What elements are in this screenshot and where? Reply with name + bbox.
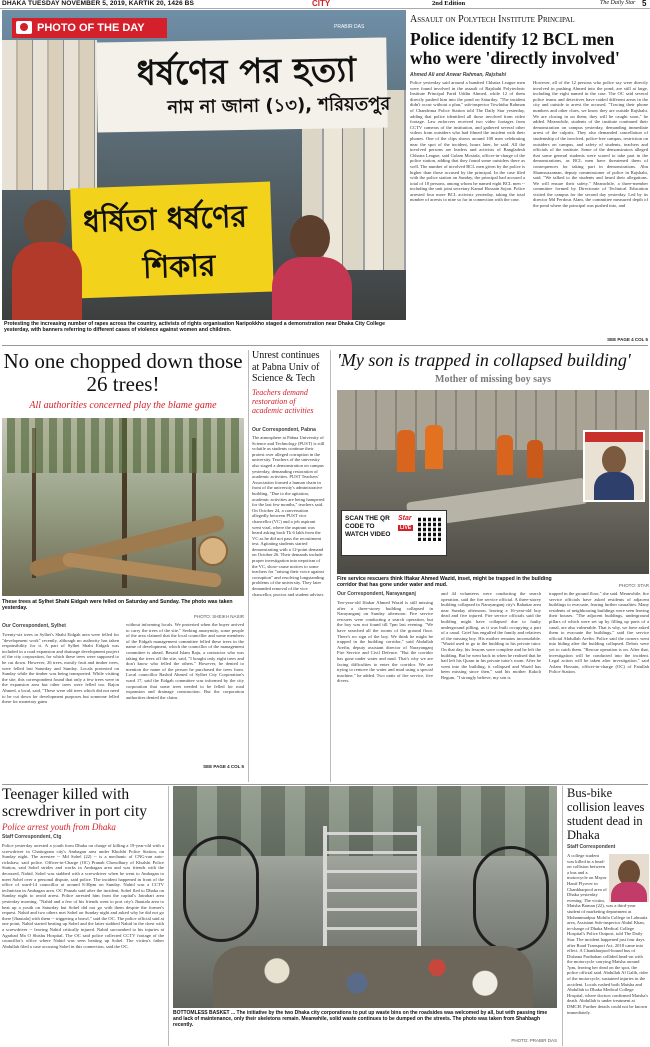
yellow-banner-line1: ধর্ষিতা ধর্ষণের bbox=[82, 199, 248, 241]
pabna-text: The atmosphere at Pabna University of Science and Technology (PUST) is still volatile as students continue their protest over alleged corruption in the university. Teachers of the university also staged a demonstration on campus yesterday, demanding restoration of academic activities. PUST Teachers' Association formed a human chain in front of the university's administrative building. "Due to the agitation, academic activities are being hampered for the last few months," teachers said. On October 24, a conversation allegedly between PUST vice chancellor (VC) and a job aspirant went viral, where the aspirant was heard asking back Tk 6 lakh from the VC as he did not pass the recruitment test. Agitating students started demonstrating with a 12-point demand on October 26. Their demands include proper investigation into nepotism of the VC, show-cause notices to some teachers for "raising their voice against corruption" and resolving longstanding problems of the university. They later demanded removal of the vice chancellor, proctor and student adviser. bbox=[252, 435, 325, 597]
protester-right bbox=[272, 215, 352, 320]
poster-wall-left bbox=[2, 40, 97, 190]
basket-photo-story bbox=[168, 786, 557, 1046]
photo-of-the-day-credit: PRABIR DAS bbox=[334, 24, 365, 30]
qr-brand: Star bbox=[398, 515, 412, 522]
basket-credit: PHOTO: PRABIR DAS bbox=[511, 1038, 557, 1043]
trees-credit: PHOTO: SHEIKH NASIR bbox=[193, 614, 244, 619]
masthead bbox=[0, 0, 650, 9]
rescuer-2 bbox=[425, 425, 443, 469]
divider-top bbox=[2, 345, 648, 346]
inset-portrait bbox=[583, 430, 645, 502]
teenager-text: Police yesterday arrested a youth from Dhaka on charge of killing a 19-year-old with a screwdriver in Chattogram city's Ambagan area under Khulshi Police Station, on Sunday night. The arrestee -- Md Sohel (22) -- is a mechanic of CNG-run auto-rickshaw, said police. Officer-in-Charge (OC) Pranab Chowdhury of Khulshi Police Station, said Sohel strides and works in Ambagan area and was friends with the deceased, Nahid. Sohel was stabbed with a screwdriver when he went to Ambagan to meet Sohel over a personal dispute, said police. The incident happened in front of the office of ward-14 councillor at around 8:30pm on Sunday. Nahid was a CCTV technician in Ambagan area. OC Pranab said after the incident, Sohel fled to Dhaka on Sunday night to avoid arrest. Police arrested him from the capital's Jatrabari area yesterday morning. "Nahid and a few of his friends went to port city's Jhautala area to beat up a youth on Saturday but Sohel did not go with them despite the former's request. Nahid and two others met Sohel on Sunday night and asked why he did not go there [Jhautala] with them -- triggering a brawl," said the OC. The police official said at one point, Nahid started beating up Sohel and the latter stabbed Nahid in the chest with a screwdriver -- leaving Nahid critically injured. Nahid succumbed to his injuries at Agrabad Ma O Shishu Hospital. The OC said police collected CCTV footage of the councillor's office where Nahid was seen beating up Sohel. The victim's father Abdullah filed a case accusing Sohel in this connection, said the OC. bbox=[2, 843, 164, 949]
trees-col2: without informing locals. We protested when the buyer arrived to carry the trees of the site." Seeking anonymity, some people of the area claimed that the local councillor and some members of the Eidgah management committee felled these trees in the name of development, which the councillor of the management committee is ahead. Besaid Islam Raju, a contractor who was taking the trees off the site, said, "I bought only eight trees and don't know who felled the others." However, he denied to mention the name of the person he purchased the trees from. Local councillor Rashid Ahmed of Sylhet City Corporation's ward 17, said the Eidgah committee was informed by the city corporation that some trees needed to be felled for road expansion and drainage construction. But the corporation authorities denied the claim. bbox=[126, 622, 244, 700]
rescuer-4 bbox=[527, 440, 543, 478]
page-number: 5 bbox=[642, 0, 647, 8]
teenager-story bbox=[2, 786, 164, 1046]
photo-of-the-day-title: PHOTO OF THE DAY bbox=[37, 22, 145, 34]
qr-brand-sub: LIVE bbox=[400, 525, 412, 531]
polytech-headline: Police identify 12 BCL men who were 'directly involved' bbox=[410, 29, 620, 68]
collapsed-col2: and 44 volunteers were conducting the search operation, said the fire service official. A three-storey building collapsed in Narayanganj city's Bahattar area near Sunday afternoon, leaving a 16-year-old boy dead and five injured. Fire service officials said the building might have collapsed due to faulty underground pilling, as it was built occupying a part of a canal. Grief has engulfed the family and relatives of the missing boy. His mother remains inconsolable. "Wazid used to go to the building to his private tutor. On that day, his lessons were complete and he left the building. But he went back in when he realised that he had left his Quran in his private tutor's room. After he went into the building, it collapsed and Wazid has been missing since then," said his mother Kakoli Begum. "I strongly believe, my son is bbox=[441, 591, 541, 680]
collapsed-headline: 'My son is trapped in collapsed building' bbox=[337, 350, 631, 370]
photo-of-the-day-image bbox=[2, 10, 406, 320]
trees-jump: SEE PAGE 4 COL 5 bbox=[203, 764, 244, 769]
polytech-story bbox=[410, 10, 648, 350]
rescuer-3 bbox=[497, 435, 513, 475]
collapsed-deck: Mother of missing boy says bbox=[435, 374, 551, 385]
collapsed-col1: Ten-year-old Iftakar Ahmed Wazid is still missing after a three-storey building collapsed in Narayanganj on Sunday afternoon. Fire service rescuers were conducting a search operation, but the boy was not found till 7pm last evening. "We have searched all the rooms of the ground floor. There's no sign of the boy. We think he might be trapped in the building corridor," said Abdullah Arefin, deputy assistant director of Narayanganj Fire Service and Civil Defence. "But the corridor has gone under water and mud. That's why we are facing difficulties to enter the corridor. We are trying to remove the water and mud using a special machine," he added. Two units of fire service, five divers, bbox=[337, 600, 433, 684]
masthead-edition: 2nd Edition bbox=[432, 0, 466, 7]
protest-banner-white bbox=[96, 37, 391, 132]
teenager-byline: Staff Correspondent, Ctg bbox=[2, 834, 62, 840]
basket-photo bbox=[173, 786, 557, 1008]
pabna-story bbox=[248, 350, 328, 782]
banner-text-line2: নাম না জানা (১৩), শরিয়তপুর bbox=[167, 93, 391, 119]
yellow-banner-line2: শিকার bbox=[142, 248, 217, 287]
basket-caption: BOTTOMLESS BASKET ... The initiative by the two Dhaka city corporations to put up waste bins on the roadsides was welcomed by all, but with passing time and lack of maintenance, only their skeletons remain. Meanwhile, solid waste continues to be dumped on the streets. The photo was taken from Shahbagh recently. bbox=[173, 1010, 548, 1029]
polytech-col2: However, all of the 12 persons who police say were directly involved in pushing Ahmed into the pond, are still at large, including the eight named in the case. The OC said several police teams and detectives have raided different areas in the city and outside to arrest the accused. "Tracing their phone numbers and other clues, we know they are outside Rajshahi. We are closing in on them; they will be caught soon," he added. Meanwhile, students of the institute continued their demonstration on campus yesterday, demanding immediate arrest of the culprits. They also demanded cancellation of studentship of the involved, police-free campus, restriction on outsiders on campus, and safety of students, teachers and officials of the institute. Some of the demonstrators alleged that some general students were scared to take part in the demonstrations, as BCL men have threatened them of consequences for taking part in demonstrations. Abu Shamsuzzaman, deputy commissioner of police in Rajshahi, said, "We talked to the students and heard their allegations. We will ensure their safety." Meanwhile, a three-member committee formed by Directorate of Technical Education visited the campus for the second day yesterday. Led by its director Md Ferdous Alam, the committee measured depth of the pond where the principal was pushed into, and bbox=[533, 80, 648, 209]
collapsed-col3: trapped in the ground floor," she said. Meanwhile, fire service officials have asked residents of adjacent buildings to evacuate, fearing further casualties. Many residents of neighbouring buildings were seen leaving their houses. "The adjacent buildings, underground pillars of which were set up by filling up parts of a canal, are also vulnerable. That is why, we have asked them to evacuate the buildings," said fire service official Abdullah Arefin. Police said the owners went into hiding after the building collapsed. Debris were yet to catch them. "Rescue operation is on. After that, investigation will be conducted into the incident. Legal action will be taken after investigation," said Aslam Hossain, officer-in-charge (OC) of Fatullah Police Station. bbox=[549, 591, 649, 675]
masthead-section: CITY bbox=[312, 0, 331, 8]
camera-icon bbox=[16, 21, 32, 34]
banner-text-line1: ধর্ষণের পর হত্যা bbox=[136, 50, 357, 94]
bus-story bbox=[562, 786, 649, 1046]
garbage-pile bbox=[213, 946, 533, 1008]
trees-byline: Our Correspondent, Sylhet bbox=[2, 623, 66, 629]
collapsed-story bbox=[330, 350, 649, 782]
qr-box[interactable] bbox=[341, 510, 447, 556]
trees-deck: All authorities concerned play the blame game bbox=[29, 400, 217, 411]
masthead-dateline: DHAKA TUESDAY NOVEMBER 5, 2019, KARTIK 20, 1426 BS bbox=[2, 0, 195, 7]
trees-story bbox=[2, 350, 244, 782]
collapsed-caption: Fire service rescuers think Iftakar Ahmed Wazid, inset, might be trapped in the building corridor that has gone under water and mud. bbox=[337, 576, 552, 589]
photo-of-the-day-label bbox=[12, 18, 167, 38]
polytech-kicker: Assault on Polytech Institute Principal bbox=[410, 14, 575, 25]
qr-text: SCAN THE QR CODE TO WATCH VIDEO bbox=[345, 515, 391, 538]
qr-code-icon[interactable] bbox=[418, 517, 442, 541]
divider-middle bbox=[2, 784, 648, 785]
protest-banner-yellow bbox=[70, 182, 274, 299]
teenager-deck: Police arrest youth from Dhaka bbox=[2, 822, 116, 832]
trees-col1: Twenty-six trees in Sylhet's Shahi Eidgah area were felled for "development work" recently, although no authority has taken responsibility for it. A part of Sylhet Shahi Eidgah was included in a road expansion and drainage development project of the city corporation, for which these trees were supposed to be cut down. However, 26 trees, mostly fruit and timber trees, were felled last Saturday and Sunday. Locals protested on Sunday while the timber was being transported. While visiting the site, this correspondent found that only a few trees were in the expansion area but other trees were felled too. Rajon Ahmed, a local, said, "These were old trees which did not need to be cut down for development purposes but someone felled these for monetary gains bbox=[2, 632, 119, 705]
photo-of-the-day bbox=[2, 10, 406, 334]
photo-of-the-day-caption: Protesting the increasing number of rapes across the country, activists of rights organisation Naripokkho staged a demonstration near Dhaka City College yesterday, with banners referring to different cases of violence against women and children. bbox=[4, 321, 385, 334]
bus-byline: Staff Correspondent bbox=[567, 844, 616, 850]
bus-headline: Bus-bike collision leaves student dead in Dhaka bbox=[567, 786, 645, 842]
trees-headline: No one chopped down those 26 trees! bbox=[3, 349, 243, 396]
felled-log-2 bbox=[62, 552, 222, 588]
collapsed-byline: Our Correspondent, Narayanganj bbox=[337, 591, 416, 597]
trees-photo bbox=[2, 418, 244, 596]
pabna-byline: Our Correspondent, Pabna bbox=[252, 427, 316, 433]
bus-text: A college student was killed in a head-on collision between a bus and a motorcycle on Mayor Hanif Flyover in Chankharpool area of Dhaka yesterday evening. The victim, Maisha Barnan (22), was a third-year student of marketing department at Mohammadpur Mohila College in Lalmatia area, Assistant Sub-inspector Abdul Khan, in-charge of Dhaka Medical College Hospital's Police Outpost, told The Daily Star. The incident happened just four days after Road Transport Act, 2018 came into effect. A Chankharpool-bound bus of Dishana Paribahan collided head-on with the motorcycle carrying Maisha around 7pm, leaving her dead on the spot, the police official said. Abdullah Al Galib, rider of the motorcycle, sustained injuries in the accident. Locals rushed both Maisha and Abdullah to Dhaka Medical College Hospital, where doctors confirmed Maisha's death. Abdullah is under treatment at DMCH. Further details could not be known immediately. bbox=[567, 853, 649, 1015]
teenager-headline: Teenager killed with screwdriver in port city bbox=[2, 786, 148, 820]
collapsed-credit: PHOTO: STAR bbox=[618, 583, 649, 588]
masthead-paper: The Daily Star bbox=[600, 0, 636, 6]
rescuer-1 bbox=[397, 430, 415, 472]
waste-bin-frame bbox=[323, 826, 421, 950]
protester-left bbox=[12, 200, 82, 320]
pabna-deck: Teachers demand restoration of academic activities bbox=[252, 388, 314, 415]
polytech-col1: Police yesterday said around a hundred Chhatra League men were found involved in the assault of Rajshahi Polytechnic Institute Principal Farid Uddin Ahmed, while 12 of them directly pushed him into the pond on Saturday. "The incident didn't occur without a plan," sub-inspector Towhidur Rahman of Chandrima Police Station told The Daily Star yesterday, adding that police identified all those involved from video footage. Law enforcers received two video footages from CCTV cameras of the institution, and gathered several other videos from outsiders who had filmed the incident with their phones. One of the clips shows around 100 men celebrating near the spot of the incident, hours later, he said. All the involved persons are leaders and activists of Bangladesh Chhatra League, said Golam Mostafa, officer-in-charge of the police station, adding that they found some outsiders there as well. The number of involved BCL men given by the police is higher than those accused by the principal. In the case filed with the police station on Sunday, the principal had accused a total of 18 persons, among whom he named eight BCL men -- including the unit joint secretary Kamal Hossain Sojon. Police arrested four more BCL activists yesterday, taking the total number of arrests to nine so far in connection with the case. bbox=[410, 80, 525, 203]
log-end bbox=[198, 536, 228, 566]
collapsed-photo bbox=[337, 390, 649, 574]
pabna-headline: Unrest continues at Pabna Univ of Science & Tech bbox=[252, 350, 320, 384]
polytech-byline: Ahmed Ali and Anwar Rahman, Rajshahi bbox=[410, 72, 507, 78]
rickshaw-left bbox=[183, 836, 259, 942]
trees-caption: These trees at Sylhet Shahi Eidgah were felled on Saturday and Sunday. The photo was taken yesterday. bbox=[2, 599, 233, 612]
rickshaw-right bbox=[473, 846, 549, 952]
polytech-jump: SEE PAGE 4 COL 5 bbox=[607, 337, 648, 342]
